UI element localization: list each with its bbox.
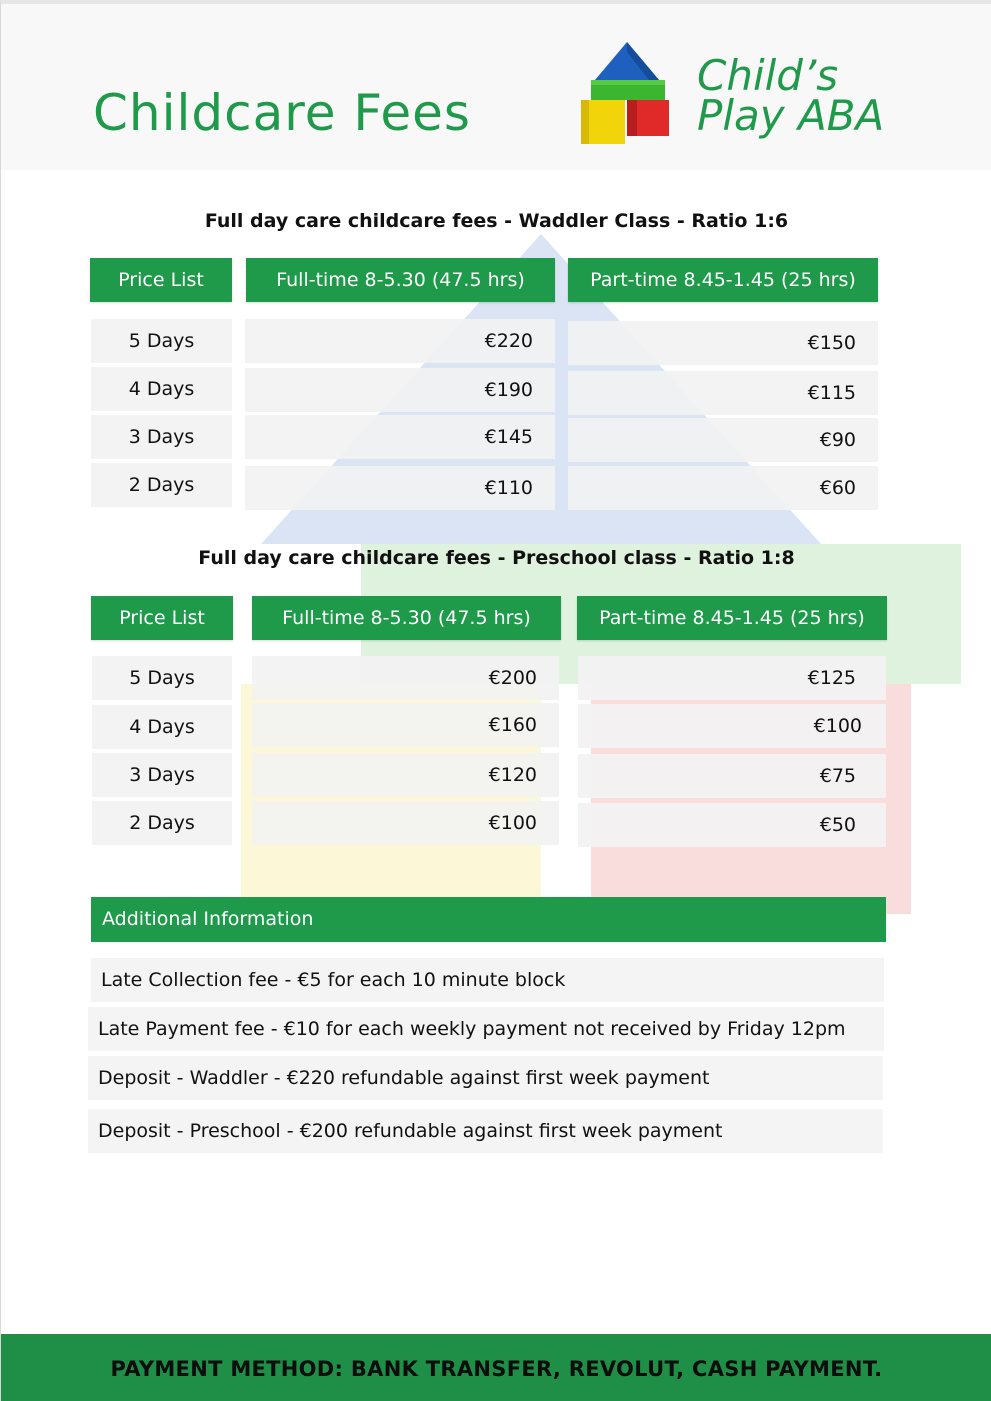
- preschool-col-price-list: Price List: [91, 596, 233, 640]
- brand-name: [697, 51, 897, 140]
- additional-info-item: Deposit - Waddler - €220 refundable against first week payment: [88, 1056, 883, 1100]
- waddler-full-time-fee: €145: [245, 415, 555, 459]
- waddler-col-price-list: Price List: [90, 258, 232, 302]
- brand-name-line2: Play ABA: [697, 91, 885, 140]
- preschool-full-time-fee: €120: [252, 753, 559, 797]
- preschool-part-time-fee: €125: [578, 656, 886, 700]
- preschool-part-time-fee: €75: [578, 754, 886, 798]
- preschool-part-time-fee: €50: [578, 803, 886, 847]
- preschool-full-time-fee: €100: [252, 801, 559, 845]
- additional-info-item: Deposit - Preschool - €200 refundable against first week payment: [88, 1109, 883, 1153]
- preschool-row-label: 5 Days: [92, 656, 232, 700]
- waddler-col-full-time: Full-time 8-5.30 (47.5 hrs): [246, 258, 555, 302]
- waddler-full-time-fee: €220: [245, 319, 555, 363]
- preschool-col-part-time: Part-time 8.45-1.45 (25 hrs): [577, 596, 887, 640]
- waddler-row-label: 4 Days: [91, 367, 232, 411]
- preschool-full-time-fee: €160: [252, 703, 559, 747]
- waddler-part-time-fee: €150: [568, 321, 878, 365]
- preschool-full-time-fee: €200: [252, 656, 559, 700]
- waddler-part-time-fee: €90: [568, 418, 878, 462]
- waddler-row-label: 5 Days: [91, 319, 232, 363]
- header-band: [1, 4, 991, 170]
- page-title: Childcare Fees: [93, 84, 471, 142]
- preschool-row-label: 3 Days: [92, 753, 232, 797]
- waddler-row-label: 3 Days: [91, 415, 232, 459]
- additional-info-item: Late Payment fee - €10 for each weekly payment not received by Friday 12pm: [88, 1007, 884, 1051]
- preschool-heading: Full day care childcare fees - Preschool class - Ratio 1:8: [198, 547, 795, 569]
- waddler-heading: Full day care childcare fees - Waddler Class - Ratio 1:6: [204, 210, 789, 232]
- waddler-full-time-fee: €190: [245, 368, 555, 412]
- additional-info-item: Late Collection fee - €5 for each 10 minute block: [91, 958, 884, 1002]
- brand-name-line1: Child’s: [697, 51, 839, 100]
- preschool-col-full-time: Full-time 8-5.30 (47.5 hrs): [252, 596, 561, 640]
- waddler-row-label: 2 Days: [91, 463, 232, 507]
- preschool-part-time-fee: €100: [578, 704, 886, 748]
- preschool-row-label: 4 Days: [92, 705, 232, 749]
- preschool-row-label: 2 Days: [92, 801, 232, 845]
- building-blocks-logo-icon: [577, 38, 677, 148]
- additional-info-header: Additional Information: [91, 897, 886, 942]
- waddler-full-time-fee: €110: [245, 466, 555, 510]
- waddler-part-time-fee: €115: [568, 371, 878, 415]
- waddler-col-part-time: Part-time 8.45-1.45 (25 hrs): [568, 258, 878, 302]
- waddler-part-time-fee: €60: [568, 466, 878, 510]
- payment-method-footer: PAYMENT METHOD: BANK TRANSFER, REVOLUT, CASH PAYMENT.: [1, 1334, 991, 1401]
